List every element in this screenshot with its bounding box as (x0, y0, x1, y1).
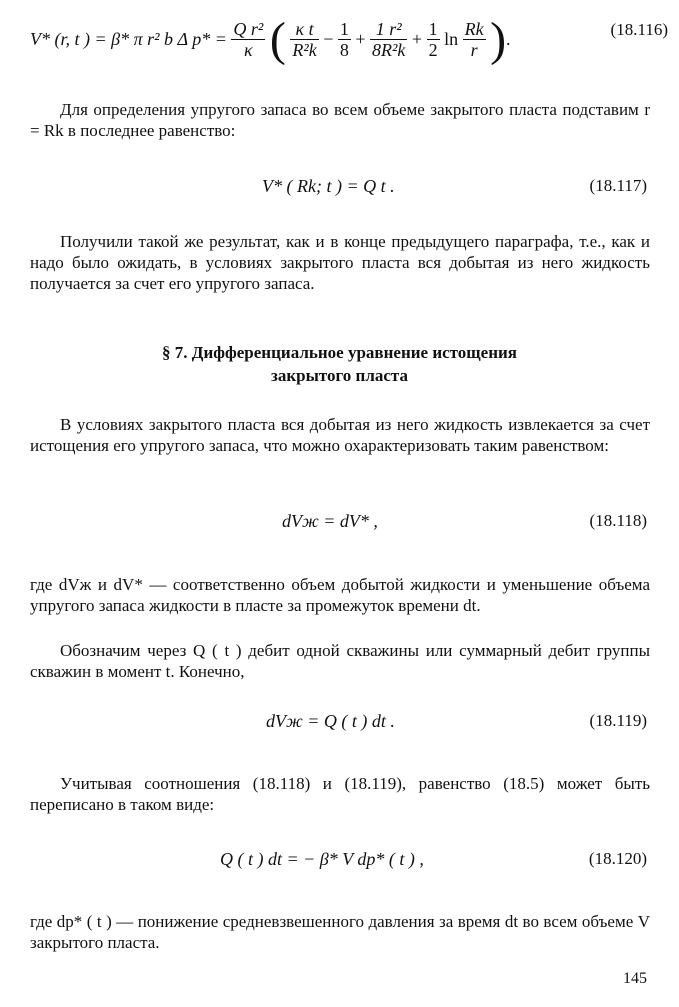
left-paren: ( (269, 13, 286, 66)
term-3-fraction (370, 19, 407, 60)
plus-sign: + (355, 29, 366, 49)
section-heading-line-2: закрытого пласта (271, 366, 408, 385)
equation-18-116: V* (r, t ) = β* π r² b Δ p* = $\frac{\text{Q r²}}{\kappa}$ ( $\frac{\text{κ t}}{\text{R²k}}$ − $\frac{1}{8}$ + $\frac{\text{1 r²}}{\text{8R²k}}$ + $\frac{1}{2}$ ln $\frac{Rk}{r}$ ). (18.116) (30, 13, 668, 66)
equation-18-120 (0, 849, 679, 879)
paragraph-5: Обозначим через Q ( t ) дебит одной скважины или суммарный дебит группы скважин в момент t. Конечно, (30, 641, 650, 681)
equation-18-118 (0, 511, 679, 541)
page-number: 145 (623, 970, 647, 987)
term-3-numerator: 1 r² (370, 19, 407, 40)
term-4-numerator: 1 (428, 19, 438, 39)
coefficient-fraction (231, 19, 265, 60)
term-3-denominator: 8R²k (372, 40, 406, 60)
paragraph-6: Учитывая соотношения (18.118) и (18.119), равенство (18.5) может быть переписано в таком виде: (30, 774, 650, 814)
equation-number: (18.120) (588, 849, 647, 868)
equation-number: (18.119) (589, 711, 647, 730)
paragraph-7: где dp* ( t ) — понижение средневзвешенного давления за время dt во всем объеме V закрытого пласта. (30, 912, 650, 952)
term-2-denominator: 8 (339, 40, 349, 60)
equation-formula: dVж = Q ( t ) dt . (266, 711, 395, 731)
minus-sign: − (323, 29, 334, 49)
ln-operator: ln (444, 29, 459, 49)
plus-sign: + (411, 29, 423, 49)
section-heading-line-1: § 7. Дифференциальное уравнение истощения (162, 343, 517, 362)
equation-number: (18.116) (610, 20, 668, 39)
equation-formula: V* ( Rk; t ) = Q t . (262, 176, 395, 196)
paragraph-4: где dVж и dV* — соответственно объем добытой жидкости и уменьшение объема упругого запаса жидкости в пласте за промежуток времени dt. (30, 575, 650, 615)
paragraph-2: Получили такой же результат, как и в конце предыдущего параграфа, т.е., как и надо было ожидать, в условиях закрытого пласта вся добытая из него жидкость получается за счет его упругого запаса. (30, 232, 650, 293)
equation-18-117 (0, 176, 679, 206)
term-4-fraction (427, 19, 440, 60)
term-1-numerator: κ t (290, 19, 318, 40)
equation-formula: dVж = dV* , (282, 511, 378, 531)
term-1-fraction (290, 19, 318, 60)
term-5-fraction (463, 19, 486, 60)
term-5-denominator: r (470, 40, 478, 60)
term-5-numerator: Rk (464, 19, 484, 39)
section-heading (0, 341, 679, 387)
right-paren: ) (490, 13, 507, 66)
term-2-numerator: 1 (339, 19, 349, 39)
equation-number: (18.117) (589, 176, 647, 195)
equation-lhs: V* (r, t ) = β* π r² b Δ p* = (30, 29, 227, 49)
term-2-fraction (338, 19, 351, 60)
paragraph-3: В условиях закрытого пласта вся добытая из него жидкость извлекается за счет истощения его упругого запаса, что можно охарактеризовать таким равенством: (30, 415, 650, 455)
coefficient-numerator: Q r² (233, 19, 264, 39)
term-1-denominator: R²k (292, 40, 317, 60)
equation-formula: Q ( t ) dt = − β* V dp* ( t ) , (220, 849, 424, 869)
coefficient-denominator: κ (244, 40, 253, 60)
term-4-denominator: 2 (428, 40, 438, 60)
equation-number: (18.118) (589, 511, 647, 530)
equation-18-119 (0, 711, 679, 741)
paragraph-1: Для определения упругого запаса во всем объеме закрытого пласта подставим r = Rk в последнее равенство: (30, 100, 650, 140)
